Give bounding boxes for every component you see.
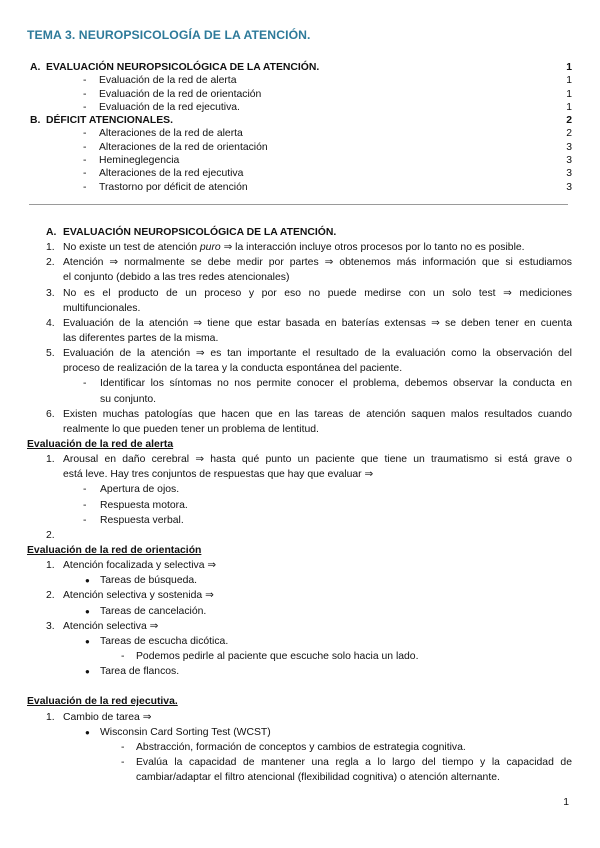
list-item (26, 255, 572, 270)
dash: - (121, 756, 125, 768)
bullet-text: Tarea de flancos. (100, 666, 180, 678)
sub-list-item (26, 376, 572, 391)
toc-page-number: 2 (566, 115, 572, 127)
blank-line (26, 679, 572, 694)
list-item-continuation (26, 270, 572, 285)
dash: - (83, 499, 87, 511)
list-item-continuation (26, 331, 572, 346)
list-text: Existen muchas patologías que hacen que en las tareas de atención saquen malos resultados cuando (63, 408, 572, 420)
sub-list-item (26, 498, 572, 513)
subsection-title: Evaluación de la red de alerta (27, 438, 174, 450)
list-item-continuation (26, 467, 572, 482)
list-text: Atención focalizada y selectiva ⇒ (63, 560, 217, 572)
toc-dash: - (83, 128, 87, 140)
toc-item[interactable] (30, 181, 572, 194)
sub-list-text: Respuesta verbal. (100, 514, 184, 526)
toc-page-number: 1 (566, 75, 572, 87)
dash: - (83, 378, 87, 390)
list-item (26, 528, 572, 543)
text-run: ⇒ la interacción incluye otros procesos por lo tanto no es posible. (220, 242, 525, 254)
sub-bullet-item-continuation (26, 770, 572, 785)
list-text: Evaluación de la atención ⇒ es tan importante el resultado de la evaluación como la observación del (63, 348, 572, 360)
section-heading (26, 225, 572, 240)
list-number: 2. (46, 257, 55, 269)
toc-item[interactable] (30, 88, 572, 101)
list-text: Cambio de tarea ⇒ (63, 711, 152, 723)
sub-list-text: su conjunto. (100, 393, 157, 405)
list-text: realmente lo que pueden tener un problema de lentitud. (63, 423, 319, 435)
sub-list-text: Identificar los síntomas no nos permite conocer el problema, debemos observar la conducta en (100, 378, 572, 390)
sub-list-item (26, 482, 572, 497)
section-letter: A. (46, 227, 57, 238)
bullet-text: Tareas de escucha dicótica. (100, 635, 229, 647)
list-item (26, 619, 572, 634)
list-item (26, 452, 572, 467)
document-body (26, 225, 572, 785)
toc-dash: - (83, 155, 87, 167)
list-item (26, 407, 572, 422)
list-text: multifuncionales. (63, 302, 141, 314)
list-item (26, 346, 572, 361)
list-item (26, 710, 572, 725)
toc-dash: - (83, 88, 87, 100)
page-number: 1 (563, 797, 569, 808)
subsection-heading (26, 543, 572, 558)
toc-page-number: 1 (566, 101, 572, 113)
toc-item[interactable] (30, 141, 572, 154)
list-item-continuation (26, 422, 572, 437)
table-of-contents (30, 61, 572, 194)
toc-item-label: Evaluación de la red de orientación (99, 88, 262, 100)
emphasis: puro (199, 242, 221, 254)
bullet-item (26, 604, 572, 619)
bullet-icon: ● (85, 606, 90, 616)
list-number: 2. (46, 590, 55, 602)
list-text: No es el producto de un proceso y por eso no puede medirse con un solo test ⇒ mediciones (63, 287, 572, 299)
list-text: Arousal en daño cerebral ⇒ hasta qué punto un paciente que tiene un traumatismo si está grave o (63, 454, 572, 466)
toc-section-b[interactable] (30, 114, 572, 127)
list-text: Atención ⇒ normalmente se debe medir por partes ⇒ obtenemos más información que si estudiamos (63, 257, 572, 269)
sub-list-text: Apertura de ojos. (100, 484, 180, 496)
list-text (63, 240, 525, 255)
toc-item[interactable] (30, 74, 572, 87)
bullet-icon: ● (85, 727, 90, 737)
bullet-icon: ● (85, 667, 90, 677)
dash: - (83, 514, 87, 526)
bullet-item (26, 725, 572, 740)
list-number: 3. (46, 287, 55, 299)
section-title: EVALUACIÓN NEUROPSICOLÓGICA DE LA ATENCIÓN. (63, 227, 337, 238)
horizontal-divider (29, 204, 568, 205)
bullet-item (26, 573, 572, 588)
subsection-title: Evaluación de la red ejecutiva. (27, 696, 178, 708)
page-title: TEMA 3. NEUROPSICOLOGÍA DE LA ATENCIÓN. (27, 28, 311, 42)
sub-bullet-item (26, 740, 572, 755)
sub-bullet-text: Evalúa la capacidad de mantener una regla a lo largo del tiempo y la capacidad de (136, 756, 572, 768)
toc-item-label: Alteraciones de la red de orientación (99, 141, 268, 153)
toc-item[interactable] (30, 167, 572, 180)
sub-bullet-text: Podemos pedirle al paciente que escuche solo hacia un lado. (136, 650, 419, 662)
toc-section-a[interactable] (30, 61, 572, 74)
dash: - (121, 741, 125, 753)
list-text: proceso de realización de la tarea y la conducta espontánea del paciente. (63, 363, 403, 375)
list-item (26, 240, 572, 255)
bullet-icon: ● (85, 636, 90, 646)
list-text: Atención selectiva ⇒ (63, 620, 159, 632)
list-text: Evaluación de la atención ⇒ tiene que estar basada en baterías extensas ⇒ se deben tener en cuenta (63, 317, 572, 329)
toc-item-label: Hemineglegencia (99, 155, 180, 167)
list-number: 2. (46, 529, 55, 541)
toc-page-number: 3 (566, 181, 572, 193)
text-run: No existe un test de atención (63, 242, 200, 254)
sub-bullet-item (26, 755, 572, 770)
toc-dash: - (83, 168, 87, 180)
sub-bullet-text: Abstracción, formación de conceptos y cambios de estrategia cognitiva. (136, 741, 466, 753)
sub-list-item-continuation (26, 392, 572, 407)
list-item-continuation (26, 301, 572, 316)
subsection-heading (26, 694, 572, 709)
toc-dash: - (83, 101, 87, 113)
list-item (26, 316, 572, 331)
toc-section-letter: B. (30, 115, 41, 127)
toc-item[interactable] (30, 101, 572, 114)
bullet-icon: ● (85, 576, 90, 586)
sub-bullet-text: cambiar/adaptar el filtro atencional (flexibilidad cognitiva) o atención alternante. (136, 772, 500, 784)
list-number: 6. (46, 408, 55, 420)
toc-item-label: Evaluación de la red ejecutiva. (99, 101, 240, 113)
toc-page-number: 3 (566, 168, 572, 180)
dash: - (121, 650, 125, 662)
list-item (26, 588, 572, 603)
list-text: las diferentes partes de la misma. (63, 332, 219, 344)
toc-section-letter: A. (30, 62, 41, 73)
toc-item-label: Alteraciones de la red de alerta (99, 128, 243, 140)
toc-page-number: 1 (566, 88, 572, 100)
list-number: 4. (46, 317, 55, 329)
subsection-title: Evaluación de la red de orientación (27, 544, 202, 556)
toc-page-number: 3 (566, 155, 572, 167)
toc-page-number: 1 (566, 62, 572, 73)
list-item (26, 286, 572, 301)
bullet-text: Tareas de búsqueda. (100, 575, 198, 587)
toc-section-label: DÉFICIT ATENCIONALES. (46, 115, 173, 127)
toc-dash: - (83, 181, 87, 193)
list-number: 1. (46, 454, 55, 466)
list-text: está leve. Hay tres conjuntos de respuestas que hay que evaluar ⇒ (63, 469, 374, 481)
sub-list-item (26, 513, 572, 528)
sub-list-text: Respuesta motora. (100, 499, 188, 511)
list-number: 5. (46, 348, 55, 360)
toc-page-number: 2 (566, 128, 572, 140)
toc-dash: - (83, 75, 87, 87)
toc-item[interactable] (30, 154, 572, 167)
bullet-item (26, 634, 572, 649)
toc-item-label: Alteraciones de la red ejecutiva (99, 168, 244, 180)
list-text: Atención selectiva y sostenida ⇒ (63, 590, 214, 602)
list-number: 1. (46, 242, 55, 254)
toc-item-label: Evaluación de la red de alerta (99, 75, 237, 87)
bullet-item (26, 664, 572, 679)
list-item-continuation (26, 361, 572, 376)
sub-bullet-item (26, 649, 572, 664)
toc-item[interactable] (30, 127, 572, 140)
toc-section-label: EVALUACIÓN NEUROPSICOLÓGICA DE LA ATENCIÓN. (46, 62, 320, 73)
list-text: el conjunto (debido a las tres redes atencionales) (63, 272, 290, 284)
toc-page-number: 3 (566, 141, 572, 153)
dash: - (83, 484, 87, 496)
list-number: 1. (46, 560, 55, 572)
toc-item-label: Trastorno por déficit de atención (99, 181, 248, 193)
list-number: 1. (46, 711, 55, 723)
list-number: 3. (46, 620, 55, 632)
list-item (26, 558, 572, 573)
bullet-text: Wisconsin Card Sorting Test (WCST) (100, 726, 271, 738)
toc-dash: - (83, 141, 87, 153)
subsection-heading (26, 437, 572, 452)
bullet-text: Tareas de cancelación. (100, 605, 207, 617)
